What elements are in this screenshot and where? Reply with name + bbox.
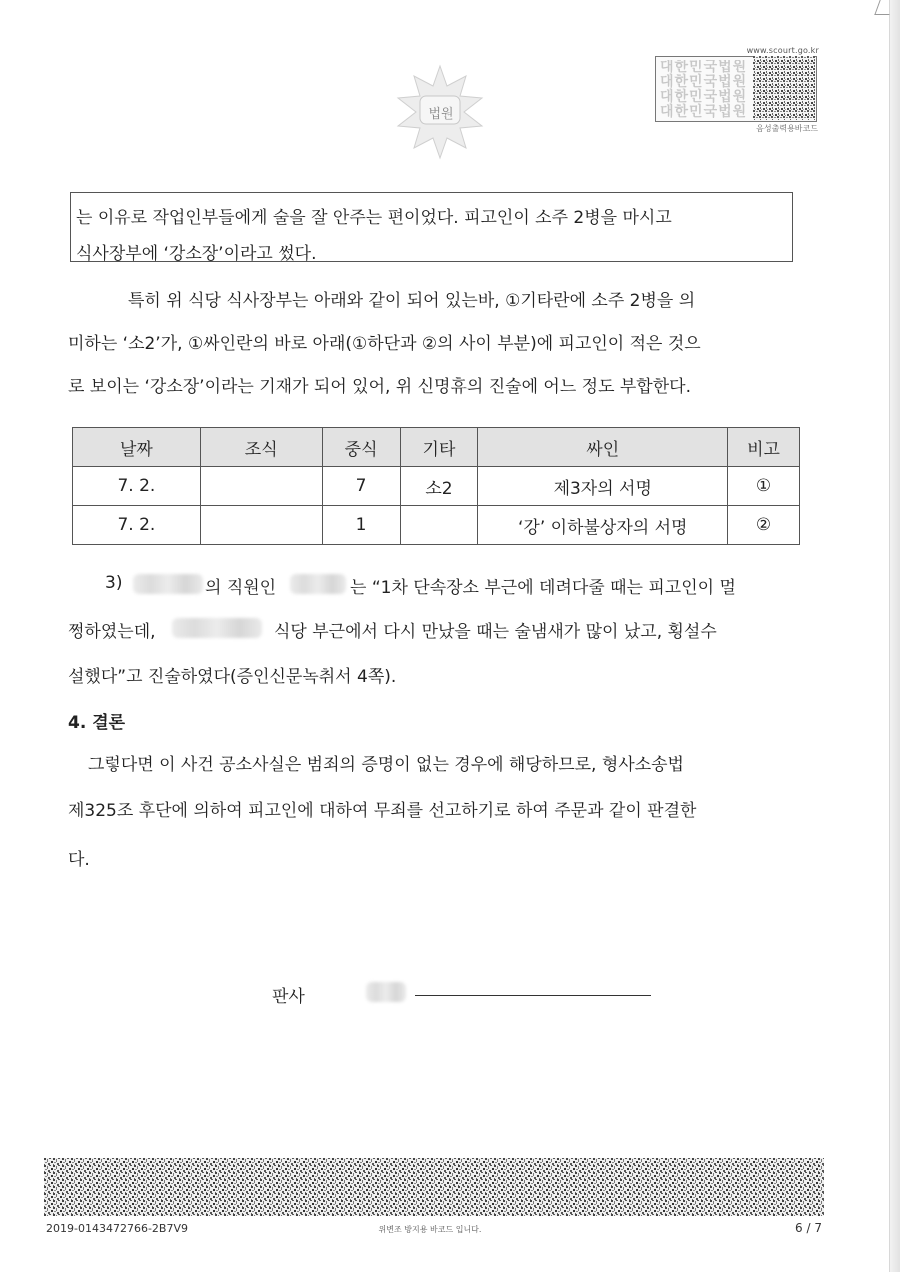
stamp-caption: 음성출력용바코드 bbox=[756, 124, 818, 133]
anti-forgery-barcode-icon bbox=[44, 1158, 824, 1216]
table-cell: 제3자의 서명 bbox=[478, 467, 728, 506]
table-cell: 7. 2. bbox=[73, 467, 201, 506]
paragraph-2-number: 3) bbox=[105, 573, 123, 593]
paragraph-1-line-3: 로 보이는 ‘강소장’이라는 기재가 되어 있어, 위 신명휴의 진술에 어느 정도 부합한다. bbox=[68, 377, 691, 397]
table-header-signature: 싸인 bbox=[478, 428, 728, 467]
signature-line bbox=[415, 995, 651, 996]
table-row bbox=[73, 506, 800, 545]
table-cell: ‘강’ 이하불상자의 서명 bbox=[478, 506, 728, 545]
conclusion-line-1: 그렇다면 이 사건 공소사실은 범죄의 증명이 없는 경우에 해당하므로, 형사소송법 bbox=[88, 755, 684, 775]
table-cell: ① bbox=[728, 467, 800, 506]
paragraph-2-seg-2: 는 “1차 단속장소 부근에 데려다줄 때는 피고인이 멀 bbox=[350, 578, 736, 598]
table-cell: 소2 bbox=[400, 467, 478, 506]
paragraph-2-line-2-start: 쩡하였는데, bbox=[68, 622, 156, 642]
document-code: 2019-0143472766-2B7V9 bbox=[46, 1222, 188, 1235]
redacted-name bbox=[290, 574, 346, 594]
quote-line-1: 는 이유로 작업인부들에게 술을 잘 안주는 편이었다. 피고인이 소주 2병을 마시고 bbox=[76, 208, 672, 228]
barcode-caption: 위변조 방지용 바코드 입니다. bbox=[378, 1225, 482, 1234]
page-edge-shadow bbox=[890, 0, 900, 1272]
judge-label: 판사 bbox=[272, 987, 305, 1007]
paragraph-2-line-2-end: 식당 부근에서 다시 만났을 때는 술냄새가 많이 났고, 횡설수 bbox=[274, 622, 717, 642]
paragraph-2-seg-1: 의 직원인 bbox=[205, 578, 277, 598]
table-header-remarks: 비고 bbox=[728, 428, 800, 467]
table-cell: ② bbox=[728, 506, 800, 545]
table-cell bbox=[200, 467, 322, 506]
quote-line-2: 식사장부에 ‘강소장’이라고 썼다. bbox=[76, 244, 317, 264]
table-cell bbox=[400, 506, 478, 545]
table-cell: 7 bbox=[322, 467, 400, 506]
page-number: 6 / 7 bbox=[795, 1221, 822, 1235]
table-header-breakfast: 조식 bbox=[200, 428, 322, 467]
emblem-label: 법원 bbox=[428, 107, 454, 122]
paragraph-1-line-2: 미하는 ‘소2’가, ①싸인란의 바로 아래(①하단과 ②의 사이 부분)에 피고인이 적은 것으 bbox=[68, 334, 701, 354]
site-url: www.scourt.go.kr bbox=[746, 46, 819, 55]
conclusion-line-2: 제325조 후단에 의하여 피고인에 대하여 무죄를 선고하기로 하여 주문과 같이 판결한 bbox=[68, 801, 697, 821]
table-cell bbox=[200, 506, 322, 545]
table-header-other: 기타 bbox=[400, 428, 478, 467]
table-cell: 7. 2. bbox=[73, 506, 201, 545]
paragraph-2-line-3: 설했다”고 진술하였다(증인신문녹취서 4쪽). bbox=[68, 667, 397, 687]
table-header-date: 날짜 bbox=[73, 428, 201, 467]
redacted-judge-name bbox=[366, 982, 406, 1002]
table-header-lunch: 중식 bbox=[322, 428, 400, 467]
meal-log-table bbox=[72, 427, 800, 545]
page-edge-line bbox=[889, 0, 890, 1272]
stamp-watermark-text: 대한민국법원대한민국법원대한민국법원대한민국법원 bbox=[660, 60, 748, 118]
table-row bbox=[73, 467, 800, 506]
conclusion-line-3: 다. bbox=[68, 850, 90, 870]
section-title-conclusion: 4. 결론 bbox=[68, 713, 126, 733]
paragraph-1-line-1: 특히 위 식당 식사장부는 아래와 같이 되어 있는바, ①기타란에 소주 2병을 의 bbox=[128, 291, 696, 311]
qr-barcode-icon bbox=[753, 56, 815, 120]
redacted-name bbox=[133, 574, 203, 594]
table-cell: 1 bbox=[322, 506, 400, 545]
redacted-name bbox=[172, 618, 262, 638]
